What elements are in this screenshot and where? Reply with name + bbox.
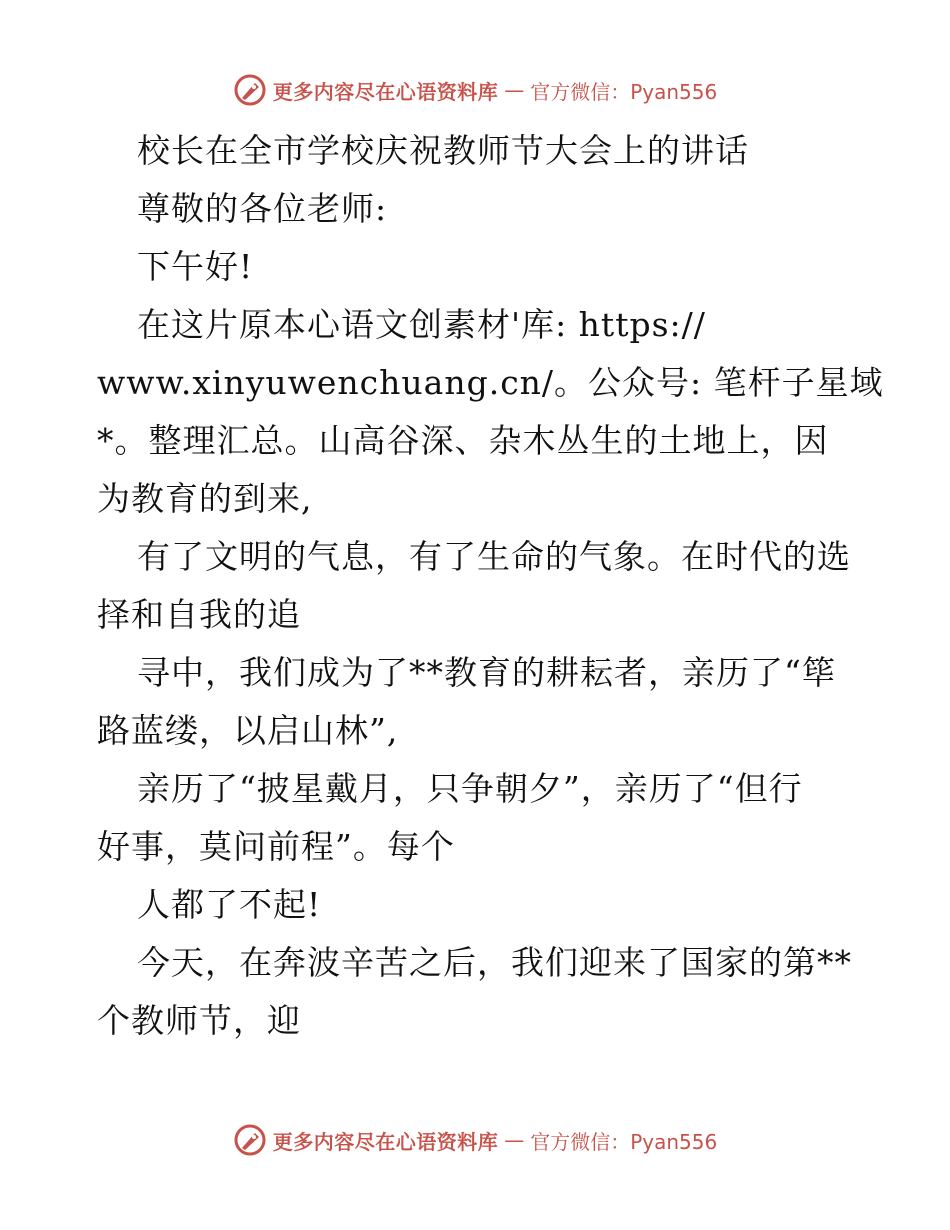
footer-banner-contact: 官方微信：Pyan556 <box>530 1129 718 1154</box>
paragraph-line: 路蓝缕，以启山林”, <box>97 711 399 750</box>
footer-banner-text: 更多内容尽在心语资料库 <box>272 1129 499 1154</box>
document-body <box>97 122 884 1050</box>
paragraph-line: 好事，莫问前程”。每个 <box>97 827 455 866</box>
paragraph-line: 个教师节，迎 <box>97 1001 301 1040</box>
paragraph-line: 今天，在奔波辛苦之后，我们迎来了国家的第** <box>137 943 852 982</box>
footer-banner <box>0 1122 950 1158</box>
paragraph-line: 寻中，我们成为了**教育的耕耘者，亲历了“筚 <box>137 653 836 692</box>
paragraph-line: 择和自我的追 <box>97 595 301 634</box>
pen-nib-logo-icon <box>233 1123 267 1157</box>
paragraph-line: 有了文明的气息，有了生命的气象。在时代的选 <box>137 537 851 576</box>
header-banner-text: 更多内容尽在心语资料库 <box>272 79 499 104</box>
salutation: 尊敬的各位老师: <box>137 189 388 228</box>
paragraph-line: 为教育的到来, <box>97 479 313 518</box>
header-banner <box>0 72 950 108</box>
pen-nib-logo-icon <box>233 73 267 107</box>
document-title: 校长在全市学校庆祝教师节大会上的讲话 <box>137 131 749 170</box>
footer-banner-separator: — <box>504 1128 525 1152</box>
greeting: 下午好! <box>137 247 254 286</box>
header-banner-separator: — <box>504 78 525 102</box>
paragraph-line: 人都了不起! <box>137 885 322 924</box>
header-banner-contact: 官方微信：Pyan556 <box>530 79 718 104</box>
paragraph-line: www.xinyuwenchuang.cn/。公众号: 笔杆子星域 <box>97 363 884 402</box>
paragraph-line: 亲历了“披星戴月，只争朝夕”，亲历了“但行 <box>137 769 803 808</box>
paragraph-line: *。整理汇总。山高谷深、杂木丛生的土地上，因 <box>97 421 829 460</box>
paragraph-line: 在这片原本心语文创素材'库: https:// <box>137 305 706 344</box>
